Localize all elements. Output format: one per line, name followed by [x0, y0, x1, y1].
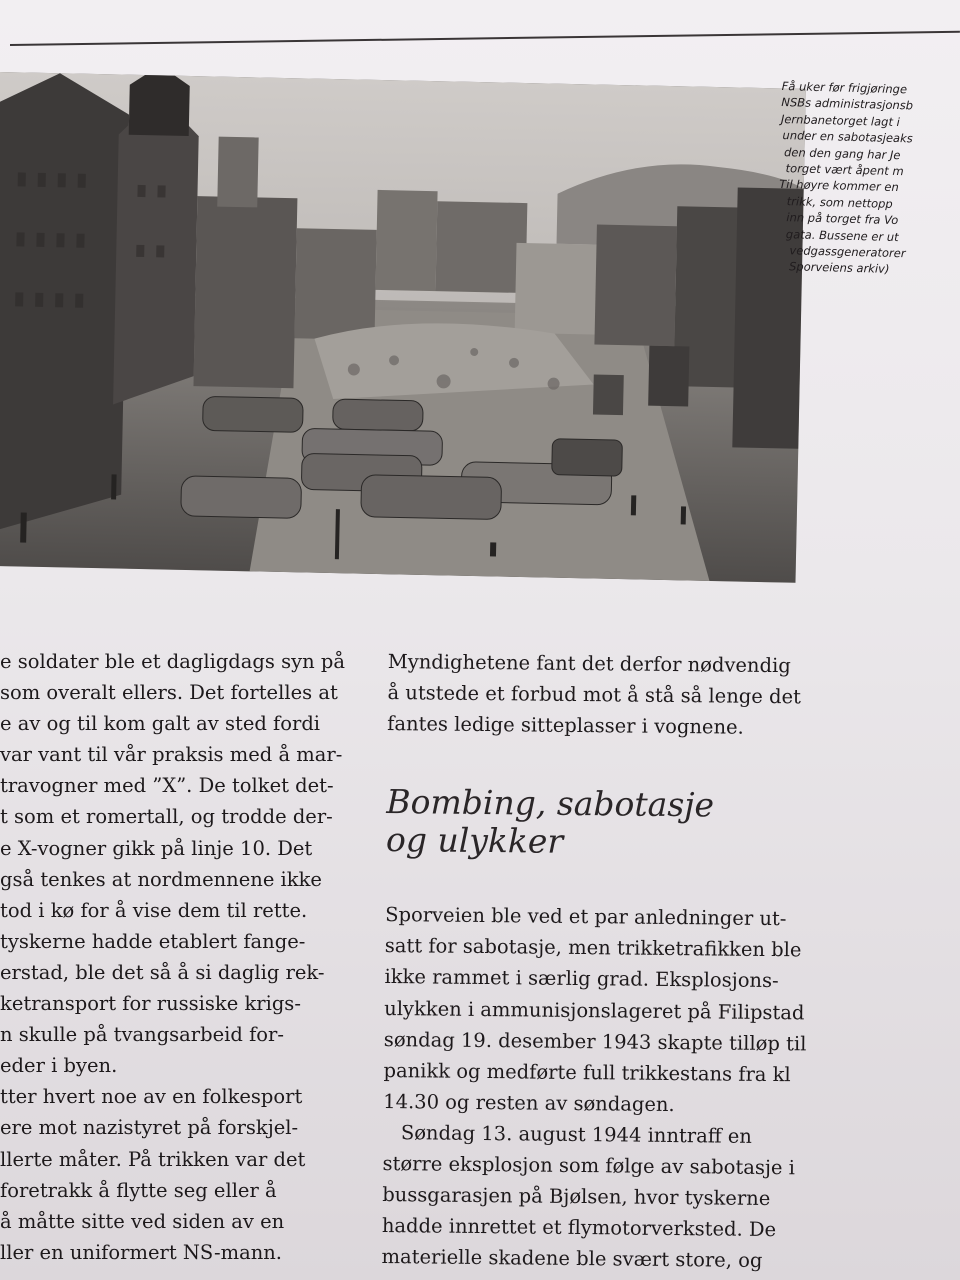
right-text-column	[381, 646, 888, 1278]
text-line: 14.30 og resten av søndagen.	[383, 1089, 675, 1116]
text-line: materielle skadene ble svært store, og	[381, 1245, 763, 1273]
text-line: travogner med ”X”. De tolket det-	[0, 774, 334, 798]
left-text-column	[0, 646, 360, 1268]
text-line: var vant til vår praksis med å mar-	[0, 743, 343, 767]
text-line: foretrakk å flytte seg eller å	[0, 1178, 277, 1202]
text-line: e av og til kom galt av sted fordi	[0, 712, 321, 736]
text-line: hadde innrettet et flymotorverksted. De	[381, 1214, 777, 1242]
text-line: n skulle på tvangsarbeid for-	[0, 1023, 284, 1047]
text-line: e soldater ble et dagligdags syn på	[0, 650, 345, 673]
caption-line: gata. Bussene er ut	[785, 226, 899, 244]
text-line: Sporveien ble ved et par anledninger ut-	[385, 903, 787, 931]
text-line: tod i kø for å vise dem til rette.	[0, 898, 308, 922]
text-line: tter hvert noe av en folkesport	[0, 1085, 303, 1109]
text-line: Myndighetene fant det derfor nødvendig	[387, 649, 791, 678]
text-line: erstad, ble det så å si daglig rek-	[0, 960, 325, 984]
text-line: ikke rammet i særlig grad. Eksplosjons-	[384, 965, 779, 993]
text-line: gså tenkes at nordmennene ikke	[0, 867, 322, 891]
caption-line: Få uker før frigjøringe	[781, 78, 908, 97]
historic-photo	[0, 72, 806, 583]
caption-line: Til høyre kommer en	[779, 177, 899, 195]
text-line: llerte måter. På trikken var det	[0, 1147, 306, 1171]
text-line: t som et romertall, og trodde der-	[0, 805, 333, 829]
caption-line: torget vært åpent m	[785, 161, 904, 179]
text-line: e X-vogner gikk på linje 10. Det	[0, 836, 313, 860]
text-line: større eksplosjon som følge av sabotasje i	[382, 1152, 796, 1180]
text-line: satt for sabotasje, men trikketrafikken ble	[384, 934, 802, 962]
caption-line: vedgassgeneratorer	[789, 243, 906, 261]
caption-line: NSBs administrasjonsb	[781, 95, 914, 113]
text-line: å måtte sitte ved siden av en	[0, 1209, 285, 1233]
text-line: eder i byen.	[0, 1054, 118, 1078]
square-bus-photo	[0, 72, 806, 583]
caption-line: den den gang har Je	[783, 144, 901, 162]
text-line: å utstede et forbud mot å stå så lenge det	[387, 681, 802, 709]
text-line: ulykken i ammunisjonslageret på Filipstad	[384, 996, 805, 1024]
caption-line: trikk, som nettopp	[786, 194, 893, 211]
text-line: ere mot nazistyret på forskjel-	[0, 1116, 299, 1140]
text-line: Søndag 13. august 1944 inntraff en	[400, 1121, 753, 1148]
section-heading	[386, 783, 887, 864]
text-line: som overalt ellers. Det fortelles at	[0, 681, 338, 705]
text-line: ller en uniformert NS-mann.	[0, 1240, 283, 1264]
caption-line: Sporveiens arkiv)	[788, 259, 890, 277]
text-line: tyskerne hadde etablert fange-	[0, 929, 306, 953]
text-line: ketransport for russiske krigs-	[0, 992, 301, 1016]
text-line: søndag 19. desember 1943 skapte tilløp til	[383, 1027, 807, 1056]
text-line: fantes ledige sitteplasser i vognene.	[387, 712, 744, 739]
heading-line: og ulykker	[385, 820, 564, 862]
heading-line: Bombing, sabotasje	[386, 782, 715, 825]
caption-line: inn på torget fra Vo	[786, 210, 899, 228]
text-line: bussgarasjen på Bjølsen, hvor tyskerne	[382, 1183, 771, 1211]
text-line: panikk og medførte full trikkestans fra kl	[383, 1058, 791, 1086]
caption-line: Jernbanetorget lagt i	[780, 111, 900, 129]
caption-line: under en sabotasjeaks	[782, 128, 913, 146]
photo-caption	[777, 78, 960, 280]
